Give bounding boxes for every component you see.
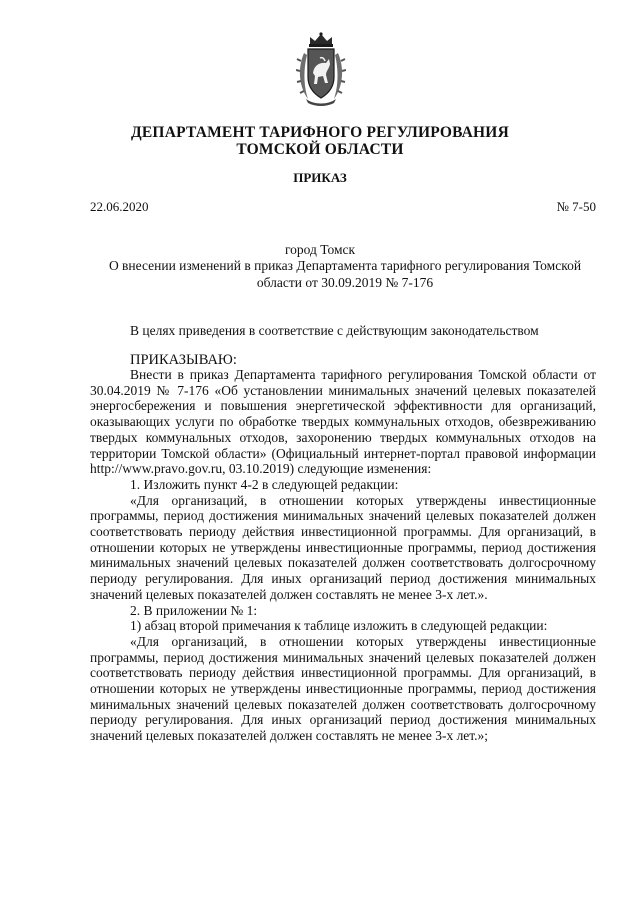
body-paragraph: 1. Изложить пункт 4-2 в следующей редакции: (130, 476, 399, 492)
order-subject: О внесении изменений в приказ Департамента тарифного регулирования Томской области от 30.09.2019 № 7-176 (108, 258, 582, 290)
city: город Томск (284, 242, 356, 257)
order-date: 22.06.2020 (90, 199, 149, 214)
tomsk-oblast-coat-of-arms-icon (296, 31, 346, 107)
body-paragraph: Внести в приказ Департамента тарифного регулирования Томской области от 30.04.2019 № 7-176 «Об установлении минимальных значений целевых показателей энергосбережения и повышения энергетической эффективности для организаций, оказывающих услуги по обработке твердых коммунальных отходов, обезвреживанию твердых коммунальных отходов, захоронению твердых коммунальных отходов на территории Томской области» (Официальный интернет-портал правовой информации http://www.pravo.gov.ru, 03.10.2019) следующие изменения: (90, 367, 596, 477)
order-body (90, 367, 596, 744)
order-word: ПРИКАЗЫВАЮ: (130, 352, 237, 368)
preamble: В целях приведения в соответствие с действующим законодательством (130, 323, 539, 338)
department-name-line2: ТОМСКОЙ ОБЛАСТИ (236, 141, 404, 158)
order-number: № 7-50 (556, 199, 596, 214)
body-paragraph: «Для организаций, в отношении которых утверждены инвестиционные программы, период достижения минимальных значений целевых показателей должен соответствовать периоду действия инвестиционной программы. Для организаций, в отношении которых не утверждены инвестиционные программы, период достижения минимальных значений целевых показателей должен соответствовать долгосрочному периоду регулирования. Для иных организаций период достижения минимальных значений целевых показателей должен составлять не менее 3-х лет.»; (90, 633, 596, 744)
body-paragraph: «Для организаций, в отношении которых утверждены инвестиционные программы, период достижения минимальных значений целевых показателей должен соответствовать периоду действия инвестиционной программы. Для организаций, в отношении которых не утверждены инвестиционные программы, период достижения минимальных значений целевых показателей должен соответствовать долгосрочному периоду регулирования. Для иных организаций период достижения минимальных значений целевых показателей должен составлять не менее 3-х лет.». (90, 492, 596, 602)
body-paragraph: 1) абзац второй примечания к таблице изложить в следующей редакции: (130, 618, 548, 634)
body-paragraph: 2. В приложении № 1: (130, 602, 258, 618)
document-type: ПРИКАЗ (293, 170, 347, 185)
department-name-line1: ДЕПАРТАМЕНТ ТАРИФНОГО РЕГУЛИРОВАНИЯ (131, 124, 509, 141)
